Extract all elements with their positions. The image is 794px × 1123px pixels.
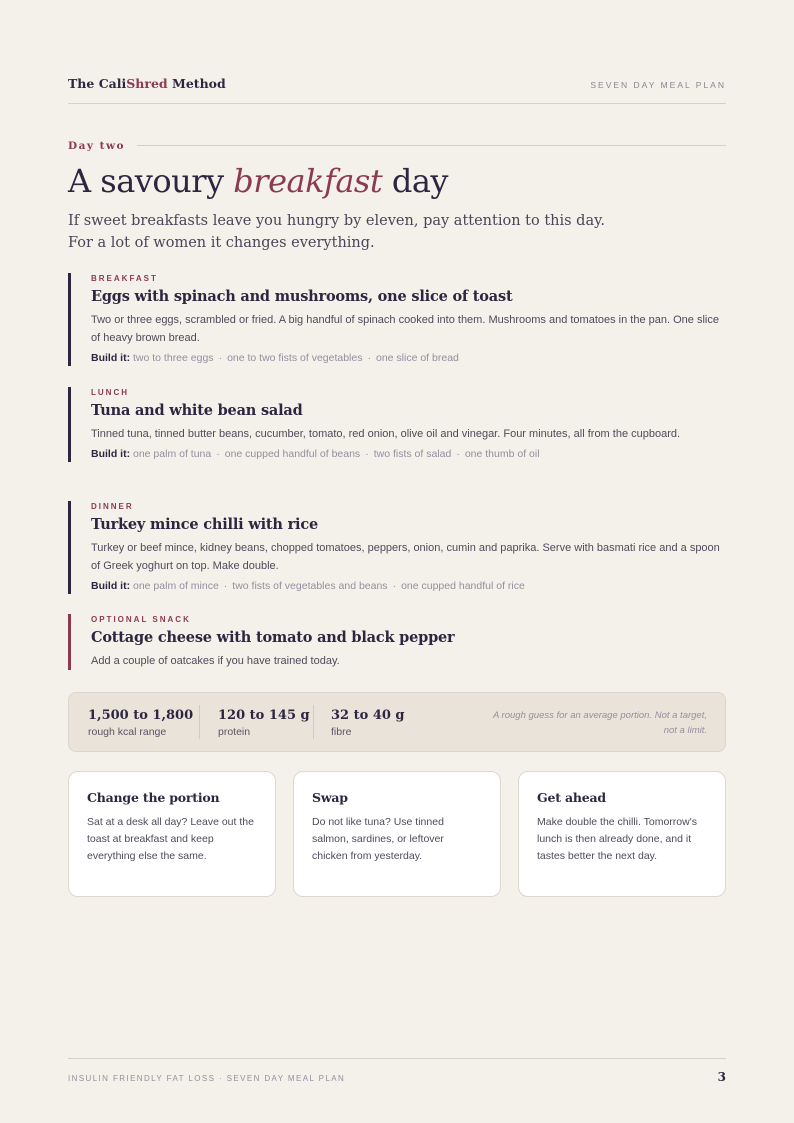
build-item: one cupped handful of beans (224, 448, 361, 460)
meal-description: Tinned tuna, tinned butter beans, cucumber, tomato, red onion, olive oil and vinegar. Four minutes, all from the cupboard. (91, 428, 681, 440)
meal-breakfast (68, 273, 726, 366)
title-post: day (382, 162, 448, 200)
card-title: Swap (312, 790, 348, 805)
stat-label: protein (218, 726, 251, 738)
stat-value: 32 to 40 g (331, 708, 405, 723)
meal-title: Turkey mince chilli with rice (91, 516, 319, 533)
meal-label: BREAKFAST (91, 274, 158, 283)
meal-title: Cottage cheese with tomato and black pepper (91, 629, 455, 646)
title-pre: A savoury (68, 162, 234, 200)
page-subtitle (68, 210, 726, 254)
stat-divider (199, 705, 200, 739)
title-accent: breakfast (233, 162, 383, 200)
build-item: one thumb of oil (464, 448, 540, 460)
build-item: two fists of vegetables and beans (232, 580, 388, 592)
subtitle-line-2: For a lot of women it changes everything. (68, 235, 375, 251)
meal-description: Two or three eggs, scrambled or fried. A big handful of spinach cooked into them. Mushrooms and tomatoes in the pan. One slice of heavy brown bread. (91, 314, 719, 344)
build-item: two fists of salad (373, 448, 452, 460)
meal-label: OPTIONAL SNACK (91, 615, 191, 624)
header-section-label: SEVEN DAY MEAL PLAN (590, 80, 726, 90)
page-number: 3 (717, 1070, 726, 1084)
tip-card-get-ahead (518, 771, 726, 897)
card-title: Change the portion (87, 790, 220, 805)
stat-protein (218, 707, 310, 741)
build-item: one palm of tuna (133, 448, 212, 460)
brand-title (68, 76, 226, 91)
build-item: one to two fists of vegetables (227, 352, 363, 364)
subtitle-line-1: If sweet breakfasts leave you hungry by eleven, pay attention to this day. (68, 213, 605, 229)
build-label: Build it: (91, 580, 131, 592)
meal-description: Add a couple of oatcakes if you have trained today. (91, 655, 340, 667)
card-body: Sat at a desk all day? Leave out the toast at breakfast and keep everything else the same. (87, 816, 254, 862)
page-footer (68, 1058, 726, 1088)
stats-note: A rough guess for an average portion. Not a target, not a limit. (492, 710, 707, 736)
build-label: Build it: (91, 448, 131, 460)
meal-lunch (68, 387, 726, 462)
nutrition-summary (68, 692, 726, 752)
build-item: one slice of bread (375, 352, 459, 364)
brand-pre: The Cali (68, 76, 127, 91)
stat-divider (313, 705, 314, 739)
build-item: two to three eggs (133, 352, 214, 364)
meal-title: Eggs with spinach and mushrooms, one slice of toast (91, 288, 513, 305)
build-label: Build it: (91, 352, 131, 364)
card-body: Do not like tuna? Use tinned salmon, sardines, or leftover chicken from yesterday. (312, 816, 444, 862)
card-body: Make double the chilli. Tomorrow's lunch is then already done, and it tastes better the next day. (537, 816, 697, 862)
meal-label: DINNER (91, 502, 134, 511)
stat-label: rough kcal range (88, 726, 167, 738)
stat-fibre (331, 707, 405, 741)
meal-build-line: Build it: one palm of mince · two fists of vegetables and beans · one cupped handful of rice (91, 580, 525, 592)
meal-build-line: Build it: one palm of tuna · one cupped handful of beans · two fists of salad · one thumb of oil (91, 448, 540, 460)
meal-label: LUNCH (91, 388, 129, 397)
kicker-divider (136, 145, 726, 146)
meal-optional-snack (68, 614, 726, 670)
stat-label: fibre (331, 726, 352, 738)
page-header (68, 76, 726, 104)
meal-dinner (68, 501, 726, 594)
meal-build-line: Build it: two to three eggs · one to two fists of vegetables · one slice of bread (91, 352, 459, 364)
meal-title: Tuna and white bean salad (91, 402, 303, 419)
stat-value: 120 to 145 g (218, 708, 310, 723)
stat-kcal (88, 707, 193, 741)
day-kicker: Day two (68, 140, 137, 152)
tip-card-change-portion (68, 771, 276, 897)
build-item: one cupped handful of rice (401, 580, 525, 592)
meal-description: Turkey or beef mince, kidney beans, chopped tomatoes, peppers, onion, cumin and paprika. Serve with basmati rice and a spoon of Greek yoghurt on top. Make double. (91, 542, 720, 572)
build-item: one palm of mince (133, 580, 219, 592)
page-title (68, 162, 448, 200)
page (68, 0, 726, 1123)
brand-post: Method (167, 76, 226, 91)
stat-value: 1,500 to 1,800 (88, 708, 194, 723)
card-title: Get ahead (537, 790, 606, 805)
brand-accent: Shred (126, 76, 168, 91)
footer-label: INSULIN FRIENDLY FAT LOSS · SEVEN DAY MEAL PLAN (68, 1074, 346, 1083)
tip-card-swap (293, 771, 501, 897)
day-kicker-row (68, 140, 726, 154)
